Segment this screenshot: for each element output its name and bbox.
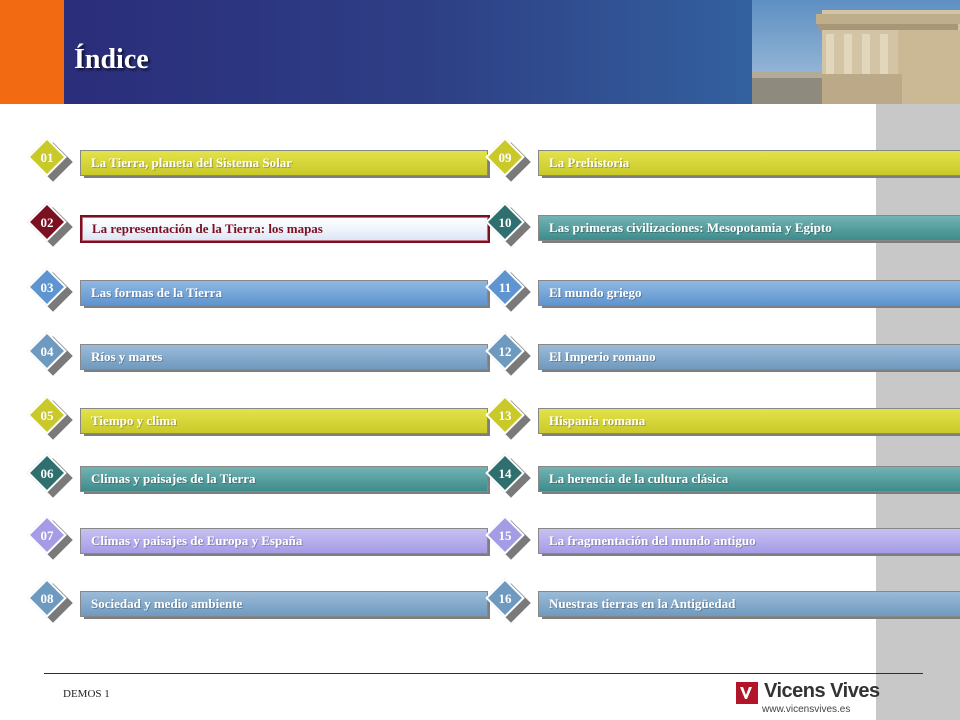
acropolis-photo — [752, 0, 960, 104]
unit-bar[interactable] — [80, 591, 488, 617]
unit-number: 09 — [498, 150, 512, 165]
unit-item-15[interactable] — [488, 518, 960, 558]
unit-title: La herencia de la cultura clásica — [549, 471, 729, 486]
unit-item-06[interactable] — [30, 456, 496, 496]
unit-title: Las primeras civilizaciones: Mesopotamia y Egipto — [549, 220, 832, 235]
unit-number: 08 — [40, 591, 54, 606]
unit-title: El Imperio romano — [549, 349, 656, 364]
unit-number: 14 — [498, 466, 512, 481]
footer-label: DEMOS 1 — [63, 688, 110, 700]
unit-item-02[interactable] — [30, 205, 496, 245]
unit-item-13[interactable] — [488, 398, 960, 438]
unit-title: Climas y paisajes de Europa y España — [91, 533, 303, 548]
unit-bar[interactable] — [80, 408, 488, 434]
unit-number: 07 — [40, 528, 54, 543]
unit-number: 03 — [40, 280, 54, 295]
header-accent-block — [0, 0, 64, 104]
unit-bar[interactable] — [80, 344, 488, 370]
unit-bar[interactable] — [538, 280, 960, 306]
unit-number: 16 — [498, 591, 512, 606]
unit-bar[interactable] — [538, 591, 960, 617]
unit-title: El mundo griego — [549, 285, 642, 300]
unit-bar[interactable] — [538, 528, 960, 554]
unit-number: 13 — [498, 408, 512, 423]
unit-bar[interactable] — [538, 215, 960, 241]
unit-title: La Prehistoria — [549, 155, 630, 170]
unit-number: 12 — [498, 344, 512, 359]
unit-bar[interactable] — [80, 215, 490, 243]
unit-item-12[interactable] — [488, 334, 960, 374]
unit-item-08[interactable] — [30, 581, 496, 621]
unit-item-11[interactable] — [488, 270, 960, 310]
unit-item-05[interactable] — [30, 398, 496, 438]
page-title: Índice — [74, 44, 149, 75]
unit-item-01[interactable] — [30, 140, 496, 180]
unit-item-04[interactable] — [30, 334, 496, 374]
unit-title: Tiempo y clima — [91, 413, 177, 428]
unit-title: La fragmentación del mundo antiguo — [549, 533, 756, 548]
unit-bar[interactable] — [80, 466, 488, 492]
unit-bar[interactable] — [80, 528, 488, 554]
unit-bar[interactable] — [80, 280, 488, 306]
unit-number: 04 — [40, 344, 54, 359]
unit-number: 10 — [498, 215, 512, 230]
unit-item-07[interactable] — [30, 518, 496, 558]
vicens-vives-logo-icon — [736, 682, 758, 704]
unit-title: Sociedad y medio ambiente — [91, 596, 243, 611]
unit-item-03[interactable] — [30, 270, 496, 310]
unit-item-10[interactable] — [488, 205, 960, 245]
unit-item-16[interactable] — [488, 581, 960, 621]
unit-bar[interactable] — [80, 150, 488, 176]
unit-title: Hispania romana — [549, 413, 646, 428]
unit-bar[interactable] — [538, 466, 960, 492]
logo-url: www.vicensvives.es — [762, 704, 851, 715]
unit-item-09[interactable] — [488, 140, 960, 180]
unit-title: La representación de la Tierra: los mapas — [92, 221, 323, 236]
unit-bar[interactable] — [538, 408, 960, 434]
unit-item-14[interactable] — [488, 456, 960, 496]
unit-number: 11 — [498, 280, 512, 295]
unit-number: 06 — [40, 466, 54, 481]
unit-bar[interactable] — [538, 344, 960, 370]
logo-wordmark: Vicens Vives — [764, 680, 880, 702]
unit-title: Ríos y mares — [91, 349, 163, 364]
unit-bar[interactable] — [538, 150, 960, 176]
unit-title: Climas y paisajes de la Tierra — [91, 471, 256, 486]
header-banner — [0, 0, 960, 104]
unit-number: 15 — [498, 528, 512, 543]
footer-divider — [44, 673, 923, 674]
unit-number: 01 — [40, 150, 54, 165]
unit-number: 05 — [40, 408, 54, 423]
unit-title: Las formas de la Tierra — [91, 285, 222, 300]
unit-title: Nuestras tierras en la Antigüedad — [549, 596, 736, 611]
unit-number: 02 — [40, 215, 54, 230]
unit-title: La Tierra, planeta del Sistema Solar — [91, 155, 293, 170]
